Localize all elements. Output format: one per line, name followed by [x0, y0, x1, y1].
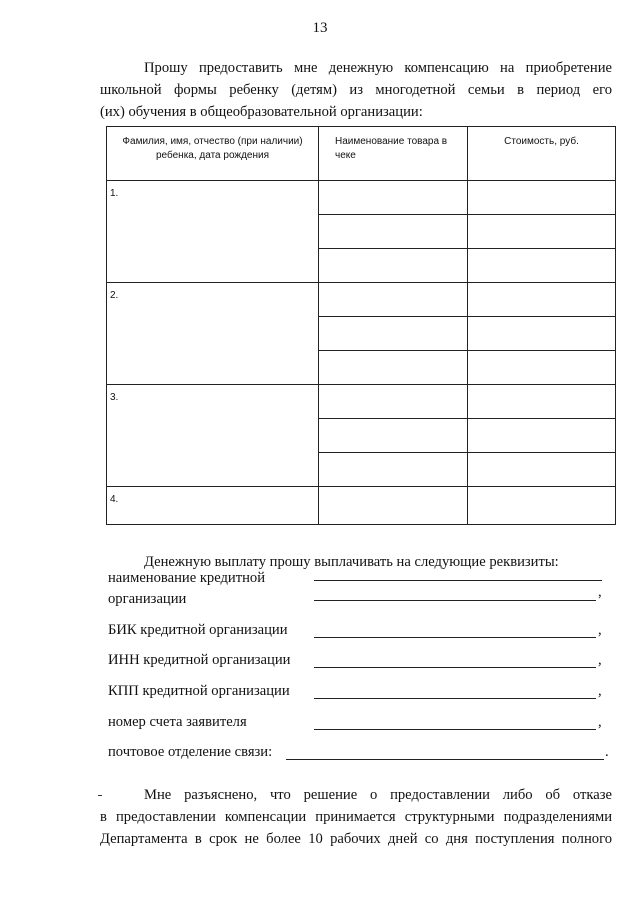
field-suffix: ,	[598, 584, 602, 600]
field-suffix: .	[605, 744, 609, 760]
paragraph-line: в предоставлении компенсации принимается структурными подразделениями	[100, 809, 612, 825]
input-line-kpp[interactable]	[314, 683, 596, 699]
paragraph-line: Прошу предоставить мне денежную компенсацию на приобретение	[144, 60, 612, 76]
cost-cell[interactable]	[468, 351, 616, 385]
compensation-table	[106, 126, 616, 525]
field-label: номер счета заявителя	[108, 714, 247, 730]
column-header-child: Фамилия, имя, отчество (при наличии) ребенка, дата рождения	[107, 127, 319, 181]
field-label: КПП кредитной организации	[108, 683, 290, 699]
item-cell[interactable]	[319, 351, 468, 385]
cost-cell[interactable]	[468, 385, 616, 419]
cost-cell[interactable]	[468, 487, 616, 525]
input-line-bank-name[interactable]	[314, 584, 596, 601]
request-paragraph	[100, 57, 612, 123]
cost-cell[interactable]	[468, 283, 616, 317]
item-cell[interactable]	[319, 317, 468, 351]
child-cell[interactable]: 3.	[107, 385, 319, 487]
paragraph-line: школьной формы ребенку (детям) из многодетной семьи в период его	[100, 82, 612, 98]
item-cell[interactable]	[319, 249, 468, 283]
cost-cell[interactable]	[468, 215, 616, 249]
column-header-cost: Стоимость, руб.	[468, 127, 616, 181]
closing-paragraph	[100, 784, 612, 850]
field-suffix: ,	[598, 652, 602, 668]
child-cell[interactable]: 4.	[107, 487, 319, 525]
field-suffix: ,	[598, 622, 602, 638]
input-line-account[interactable]	[314, 714, 596, 730]
item-cell[interactable]	[319, 385, 468, 419]
field-label: организации	[108, 591, 187, 607]
page-number: 13	[312, 20, 328, 36]
field-label: БИК кредитной организации	[108, 622, 288, 638]
underline	[314, 570, 602, 581]
item-cell[interactable]	[319, 215, 468, 249]
table-row	[107, 283, 616, 317]
input-line-bik[interactable]	[314, 622, 596, 638]
field-label: почтовое отделение связи:	[108, 744, 273, 760]
item-cell[interactable]	[319, 181, 468, 215]
item-cell[interactable]	[319, 453, 468, 487]
table-row	[107, 181, 616, 215]
field-suffix: ,	[598, 714, 602, 730]
child-cell[interactable]: 2.	[107, 283, 319, 385]
table-row	[107, 385, 616, 419]
cost-cell[interactable]	[468, 317, 616, 351]
paragraph-line: Мне разъяснено, что решение о предоставлении либо об отказе	[144, 787, 612, 803]
item-cell[interactable]	[319, 487, 468, 525]
field-label: наименование кредитной	[108, 570, 266, 586]
input-line-inn[interactable]	[314, 652, 596, 668]
table-row	[107, 487, 616, 525]
cost-cell[interactable]	[468, 249, 616, 283]
field-suffix: ,	[598, 683, 602, 699]
input-line-post-office[interactable]	[286, 744, 604, 760]
cost-cell[interactable]	[468, 181, 616, 215]
field-label: ИНН кредитной организации	[108, 652, 291, 668]
cost-cell[interactable]	[468, 419, 616, 453]
requisites-intro-text: Денежную выплату прошу выплачивать на следующие реквизиты:	[144, 554, 559, 570]
cost-cell[interactable]	[468, 453, 616, 487]
item-cell[interactable]	[319, 419, 468, 453]
table-header-row	[107, 127, 616, 181]
item-cell[interactable]	[319, 283, 468, 317]
child-cell[interactable]: 1.	[107, 181, 319, 283]
paragraph-line: Департамента в срок не более 10 рабочих дней со дня поступления полного	[100, 831, 612, 847]
paragraph-line: (их) обучения в общеобразовательной организации:	[100, 104, 423, 120]
column-header-item: Наименование товара в чеке	[319, 127, 468, 181]
